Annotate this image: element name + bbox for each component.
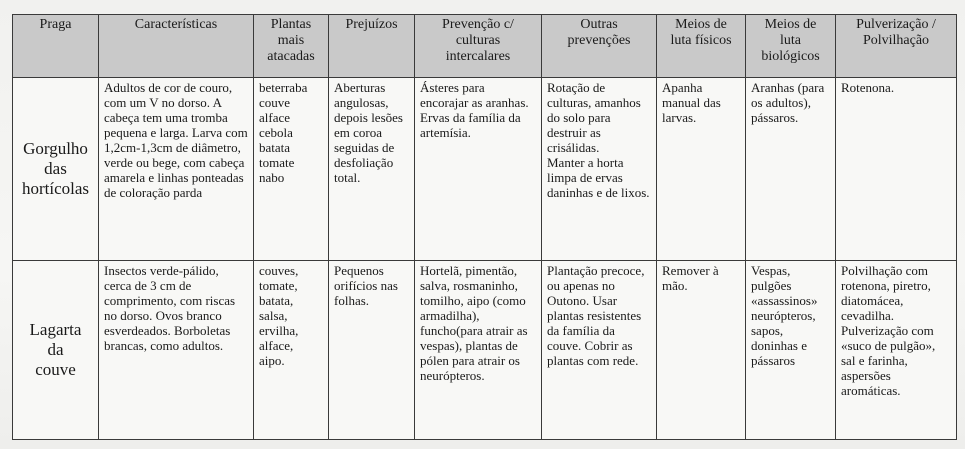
- header-praga: Praga: [13, 15, 99, 78]
- cell-caracteristicas: Adultos de cor de couro, com um V no dorso. A cabeça tem uma tromba pequena e larga. Larva com 1,2cm-1,3cm de diâmetro, verde ou bege, com cabeça amarela e linhas ponteadas de coloração parda: [99, 78, 254, 261]
- header-meios-fisicos: Meios de luta físicos: [657, 15, 746, 78]
- header-prevencao-culturas: Prevenção c/ culturas intercalares: [415, 15, 542, 78]
- cell-meios-fisicos: Remover à mão.: [657, 261, 746, 440]
- header-plantas: Plantas mais atacadas: [254, 15, 329, 78]
- cell-praga: Lagarta da couve: [13, 261, 99, 440]
- cell-meios-biologicos: Vespas, pulgões «assassinos» neurópteros, sapos, doninhas e pássaros: [746, 261, 836, 440]
- table-row: [13, 261, 957, 440]
- pest-control-table: [12, 14, 957, 440]
- cell-outras-prevencoes: Rotação de culturas, amanhos do solo para destruir as crisálidas. Manter a horta limpa de ervas daninhas e de lixos.: [542, 78, 657, 261]
- cell-plantas: couves, tomate, batata, salsa, ervilha, alface, aipo.: [254, 261, 329, 440]
- cell-meios-biologicos: Aranhas (para os adultos), pássaros.: [746, 78, 836, 261]
- cell-meios-fisicos: Apanha manual das larvas.: [657, 78, 746, 261]
- cell-prejuizos: Pequenos orifícios nas folhas.: [329, 261, 415, 440]
- header-prejuizos: Prejuízos: [329, 15, 415, 78]
- cell-caracteristicas: Insectos verde-pálido, cerca de 3 cm de comprimento, com riscas no dorso. Ovos branco esverdeados. Borboletas brancas, como adultos.: [99, 261, 254, 440]
- header-outras-prevencoes: Outras prevenções: [542, 15, 657, 78]
- cell-prevencao-culturas: Hortelã, pimentão, salva, rosmaninho, tomilho, aipo (como armadilha), funcho(para atrair as vespas), plantas de pólen para atrair os neurópteros.: [415, 261, 542, 440]
- header-meios-biologicos: Meios de luta biológicos: [746, 15, 836, 78]
- header-row: [13, 15, 957, 78]
- cell-pulverizacao: Rotenona.: [836, 78, 957, 261]
- table-row: [13, 78, 957, 261]
- cell-plantas: beterraba couve alface cebola batata tomate nabo: [254, 78, 329, 261]
- cell-pulverizacao: Polvilhação com rotenona, piretro, diatomácea, cevadilha. Pulverização com «suco de pulgão», sal e farinha, aspersões aromáticas.: [836, 261, 957, 440]
- header-caracteristicas: Características: [99, 15, 254, 78]
- cell-prejuizos: Aberturas angulosas, depois lesões em coroa seguidas de desfoliação total.: [329, 78, 415, 261]
- header-pulverizacao: Pulverização / Polvilhação: [836, 15, 957, 78]
- cell-outras-prevencoes: Plantação precoce, ou apenas no Outono. Usar plantas resistentes da família da couve. Cobrir as plantas com rede.: [542, 261, 657, 440]
- cell-prevencao-culturas: Ásteres para encorajar as aranhas. Ervas da família da artemísia.: [415, 78, 542, 261]
- cell-praga: Gorgulho das hortícolas: [13, 78, 99, 261]
